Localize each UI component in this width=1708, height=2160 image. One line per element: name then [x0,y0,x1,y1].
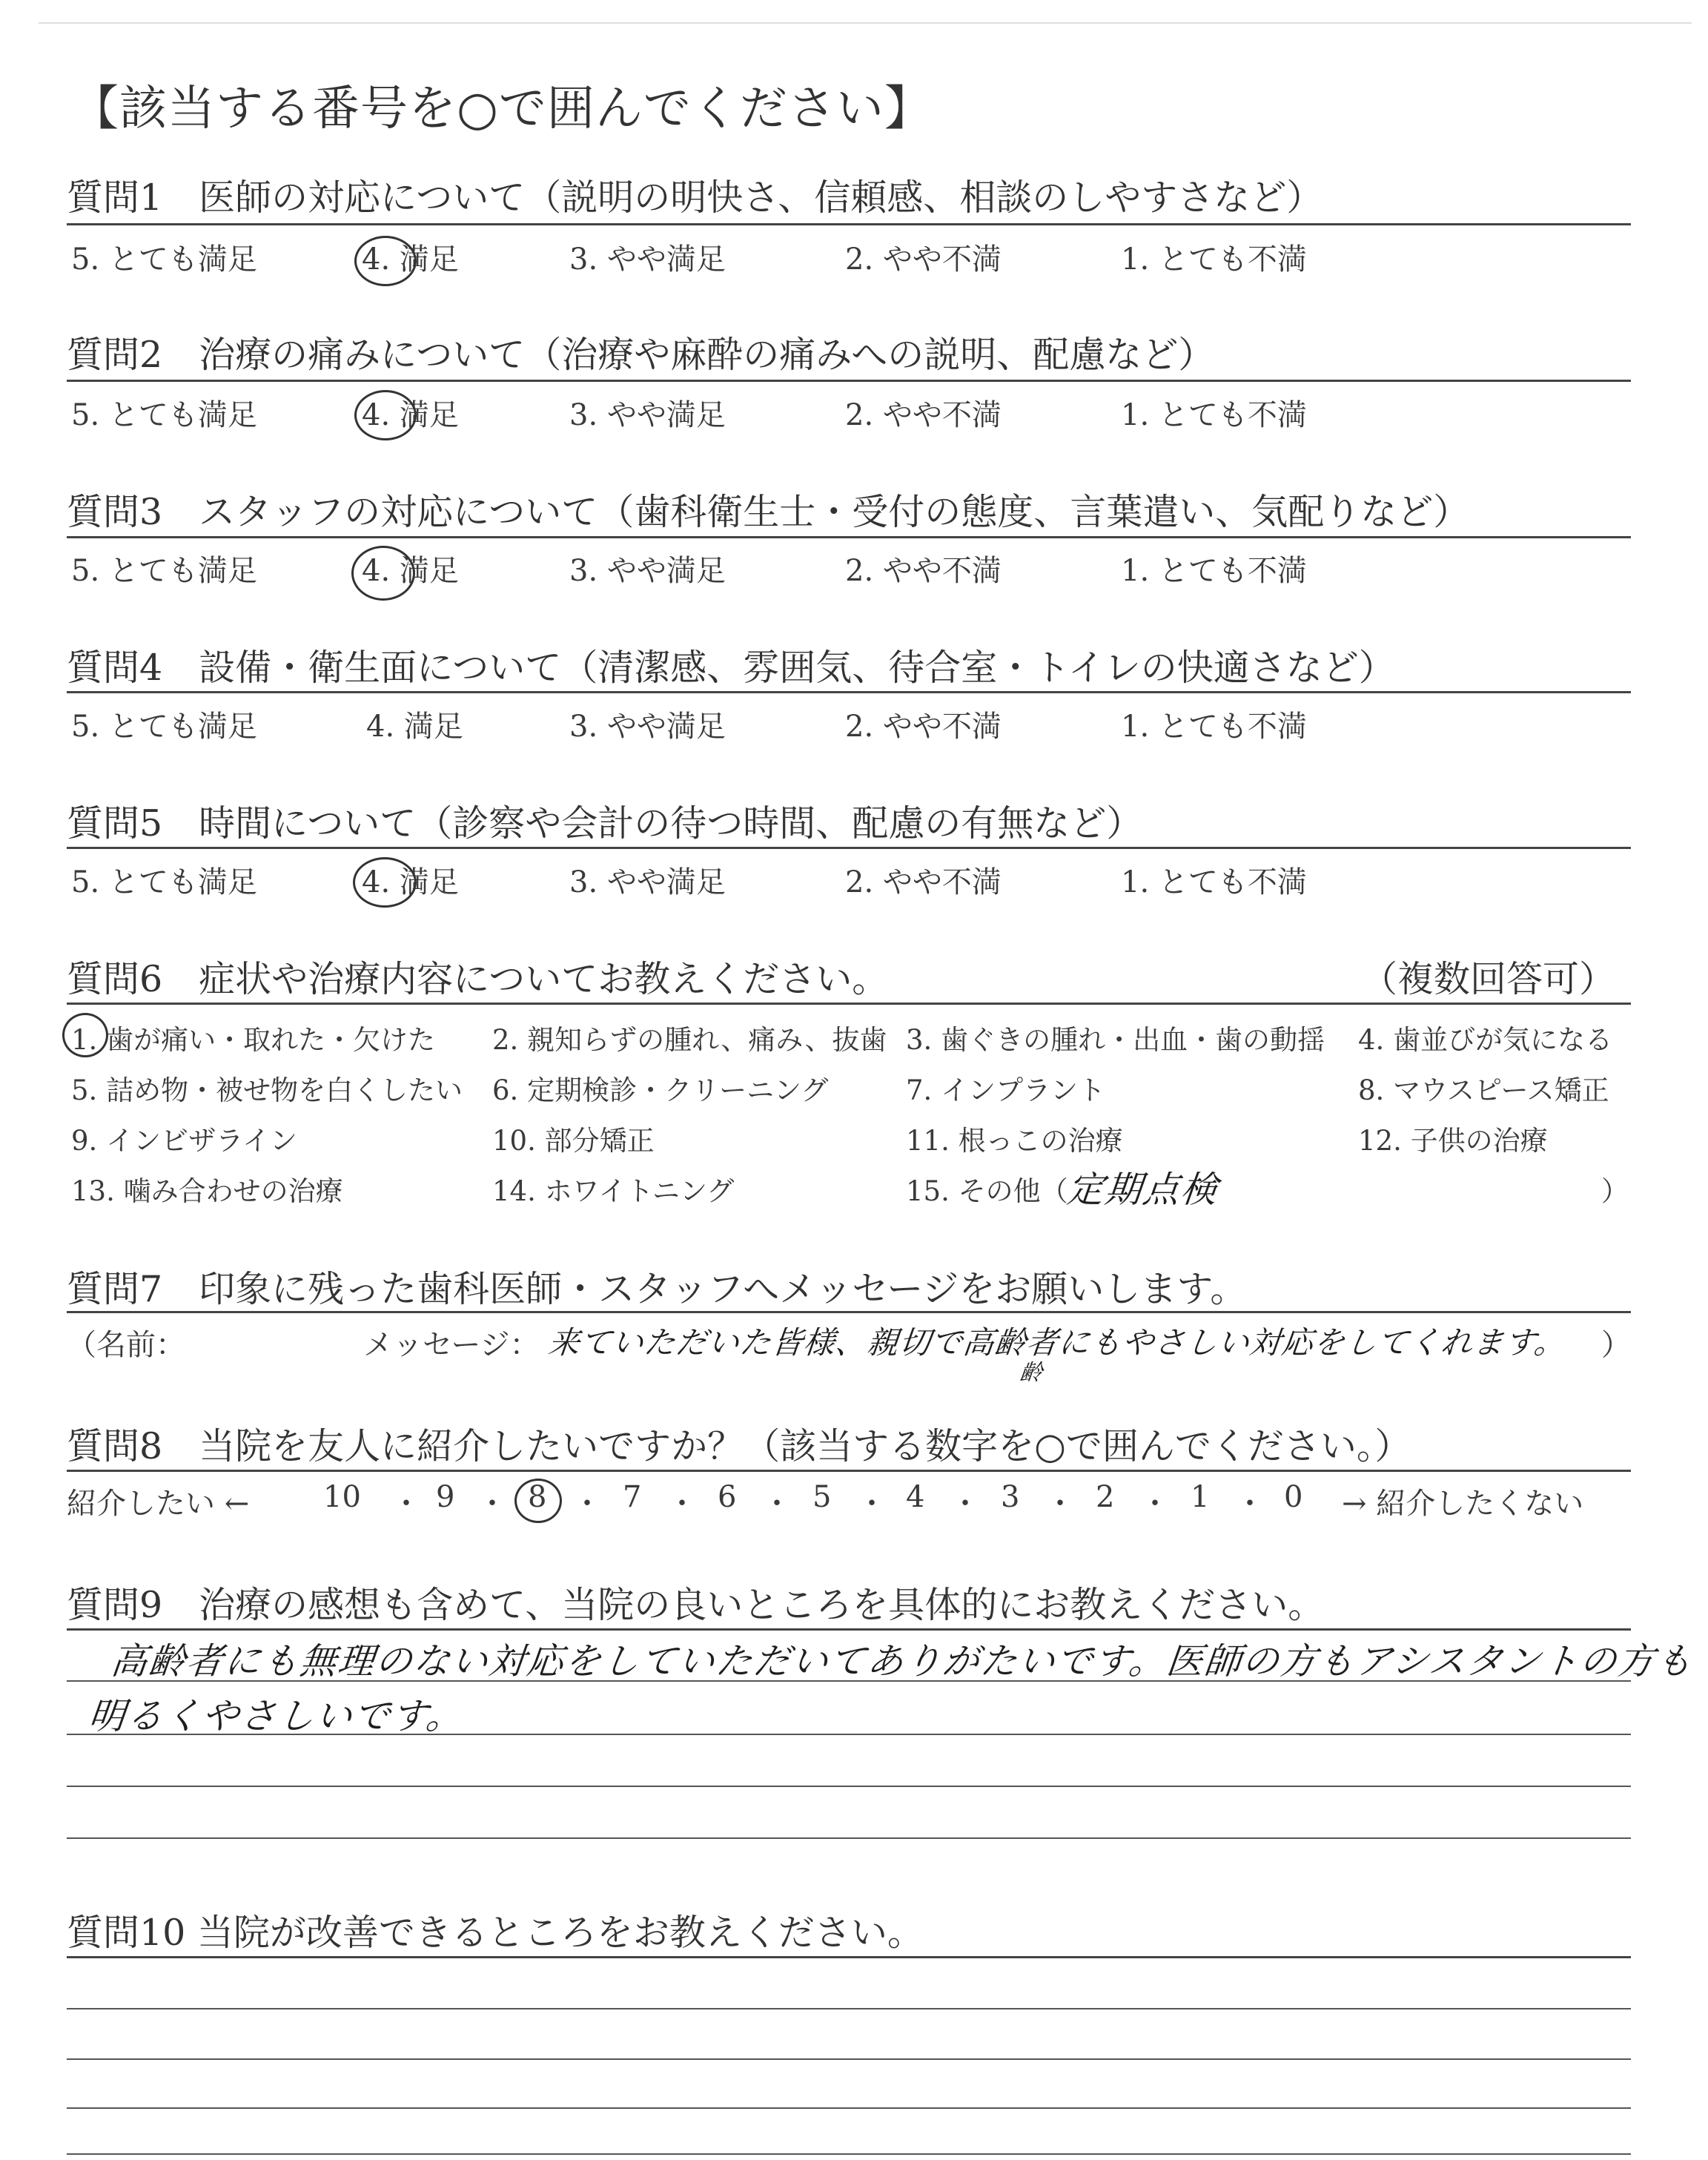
q3-option-2[interactable]: 2. やや不満 [845,554,1002,588]
q8-scale-10[interactable]: 10 [323,1480,361,1514]
q4-option-3[interactable]: 3. やや満足 [569,710,726,744]
q6-option-4[interactable]: 4. 歯並びが気になる [1358,1024,1613,1056]
q7-annotation-handwritten: 齢 [1018,1360,1045,1386]
q4-option-4[interactable]: 4. 満足 [366,710,463,744]
q8-sep: ・ [1140,1487,1170,1521]
q1-option-4[interactable]: 4. 満足 [362,242,459,277]
q8-sep: ・ [667,1487,697,1521]
q3-option-3[interactable]: 3. やや満足 [569,554,726,588]
page-title: 【該当する番号を○で囲んでください】 [71,82,933,136]
q6-option-7[interactable]: 7. インプラント [906,1074,1106,1106]
q6-other-close: ） [1601,1175,1629,1207]
q8-sep: ・ [762,1487,792,1521]
q1-option-1[interactable]: 1. とても不満 [1121,242,1307,277]
question-7-label: 質問7 印象に残った歯科医師・スタッフへメッセージをお願いします。 [67,1268,1247,1310]
q4-option-1[interactable]: 1. とても不満 [1121,710,1307,744]
q10-line-3 [67,2107,1631,2109]
q4-option-5[interactable]: 5. とても満足 [71,710,257,744]
q6-option-2[interactable]: 2. 親知らずの腫れ、痛み、抜歯 [492,1024,887,1056]
question-6-rule [67,1003,1631,1005]
q8-scale-5[interactable]: 5 [812,1480,832,1514]
question-5-rule [67,847,1631,849]
q10-line-2 [67,2058,1631,2060]
q2-option-3[interactable]: 3. やや満足 [569,398,726,432]
q8-scale-7[interactable]: 7 [623,1480,642,1514]
q10-line-1 [67,2008,1631,2009]
q1-option-5[interactable]: 5. とても満足 [71,242,257,277]
q4-option-2[interactable]: 2. やや不満 [845,710,1002,744]
q1-option-2[interactable]: 2. やや不満 [845,242,1002,277]
q8-sep: ・ [572,1487,602,1521]
q8-scale-4[interactable]: 4 [906,1480,925,1514]
q6-option-14[interactable]: 14. ホワイトニング [492,1175,735,1207]
q7-message-label: メッセージ： [363,1328,540,1362]
question-10-label: 質問10 当院が改善できるところをお教えください。 [67,1912,924,1954]
page-top-edge [39,22,1692,24]
q9-line-1 [67,1680,1631,1682]
question-6-label: 質問6 症状や治療内容についてお教えください。 [67,958,889,1000]
q6-option-9[interactable]: 9. インビザライン [71,1125,297,1157]
question-6-note: （複数回答可） [1361,958,1616,1000]
q10-line-4 [67,2153,1631,2155]
q6-option-15[interactable]: 15. その他（ [906,1175,1068,1207]
question-2-label: 質問2 治療の痛みについて（治療や麻酔の痛みへの説明、配慮など） [67,334,1215,376]
q8-scale-2[interactable]: 2 [1096,1480,1115,1514]
q7-name-label: （名前： [67,1328,185,1362]
question-4-rule [67,691,1631,693]
q8-scale-0[interactable]: 0 [1284,1480,1303,1514]
q3-option-5[interactable]: 5. とても満足 [71,554,257,588]
q1-selection-circle [354,236,417,286]
q6-option-1[interactable]: 1. 歯が痛い・取れた・欠けた [71,1024,436,1056]
q2-option-4[interactable]: 4. 満足 [362,398,459,432]
q8-sep: ・ [391,1487,421,1521]
q7-message-handwritten: 来ていただいた皆様、親切で高齢者にもやさしい対応をしてくれます。 [546,1324,1568,1361]
q1-option-3[interactable]: 3. やや満足 [569,242,726,277]
q8-left-label: 紹介したい ← [67,1487,250,1521]
q6-option-3[interactable]: 3. 歯ぐきの腫れ・出血・歯の動揺 [906,1024,1325,1056]
q8-right-label: → 紹介したくない [1342,1487,1584,1521]
question-1-rule [67,223,1631,225]
q3-option-1[interactable]: 1. とても不満 [1121,554,1307,588]
q6-option-8[interactable]: 8. マウスピース矯正 [1358,1074,1609,1106]
q6-option-11[interactable]: 11. 根っこの治療 [906,1125,1123,1157]
q8-sep: ・ [477,1487,507,1521]
q8-selection-circle [514,1479,562,1523]
question-9-rule [67,1628,1631,1631]
q5-option-2[interactable]: 2. やや不満 [845,865,1002,899]
q8-sep: ・ [857,1487,887,1521]
q5-option-5[interactable]: 5. とても満足 [71,865,257,899]
q2-option-5[interactable]: 5. とても満足 [71,398,257,432]
question-2-rule [67,380,1631,382]
q8-scale-6[interactable]: 6 [718,1480,737,1514]
q6-option-13[interactable]: 13. 噛み合わせの治療 [71,1175,343,1207]
q3-option-4[interactable]: 4. 満足 [362,554,459,588]
q5-option-4[interactable]: 4. 満足 [362,865,459,899]
q2-option-1[interactable]: 1. とても不満 [1121,398,1307,432]
q9-answer-line-2: 明るくやさしいです。 [86,1695,466,1737]
question-4-label: 質問4 設備・衛生面について（清潔感、雰囲気、待合室・トイレの快適さなど） [67,647,1395,689]
q8-scale-1[interactable]: 1 [1191,1480,1210,1514]
q8-scale-9[interactable]: 9 [436,1480,455,1514]
q5-option-3[interactable]: 3. やや満足 [569,865,726,899]
question-3-rule [67,536,1631,538]
q8-sep: ・ [950,1487,980,1521]
question-8-label: 質問8 当院を友人に紹介したいですか？（該当する数字を○で囲んでください。） [67,1425,1411,1467]
question-8-rule [67,1470,1631,1472]
q5-option-1[interactable]: 1. とても不満 [1121,865,1307,899]
question-1-label: 質問1 医師の対応について（説明の明快さ、信頼感、相談のしやすさなど） [67,176,1323,219]
q2-option-2[interactable]: 2. やや不満 [845,398,1002,432]
q7-close: ） [1601,1328,1631,1362]
q8-sep: ・ [1045,1487,1075,1521]
q9-line-2 [67,1734,1631,1735]
question-7-rule [67,1311,1631,1313]
question-3-label: 質問3 スタッフの対応について（歯科衛生士・受付の態度、言葉遣い、気配りなど） [67,491,1470,533]
q3-selection-circle [351,546,415,601]
q8-scale-3[interactable]: 3 [1001,1480,1020,1514]
question-9-label: 質問9 治療の感想も含めて、当院の良いところを具体的にお教えください。 [67,1584,1325,1626]
q6-option-10[interactable]: 10. 部分矯正 [492,1125,655,1157]
question-10-rule [67,1956,1631,1958]
q8-sep: ・ [1235,1487,1265,1521]
question-5-label: 質問5 時間について（診察や会計の待つ時間、配慮の有無など） [67,802,1143,845]
q6-option-6[interactable]: 6. 定期検診・クリーニング [492,1074,829,1106]
q2-selection-circle [354,390,417,440]
q6-option-5[interactable]: 5. 詰め物・被せ物を白くしたい [71,1074,463,1106]
q6-option-12[interactable]: 12. 子供の治療 [1358,1125,1548,1157]
q9-line-4 [67,1837,1631,1839]
q5-selection-circle [353,857,417,908]
q6-other-handwritten: 定期点検 [1065,1169,1221,1211]
q6-selection-circle [62,1013,108,1057]
q9-line-3 [67,1786,1631,1787]
q9-answer-line-1: 高齢者にも無理のない対応をしていただいてありがたいです。医師の方もアシスタントの方も [108,1640,1696,1682]
q8-scale-8[interactable]: 8 [528,1480,547,1514]
